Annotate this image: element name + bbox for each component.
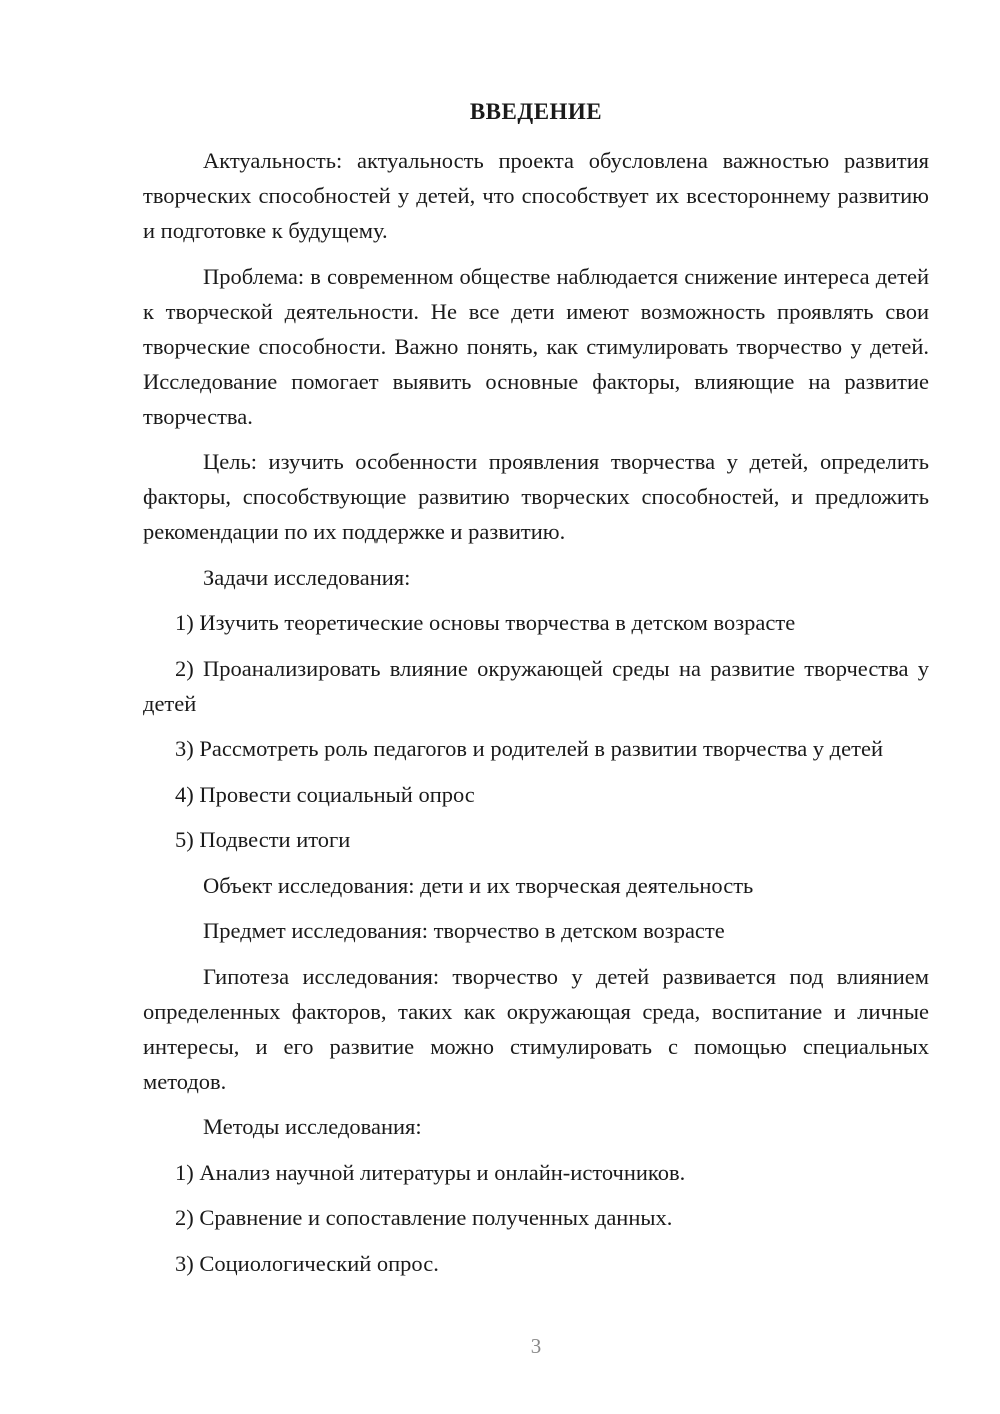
subject-paragraph: Предмет исследования: творчество в детском возрасте [203,918,725,943]
method-item: 2) Сравнение и сопоставление полученных данных. [175,1205,673,1230]
methods-heading: Методы исследования: [203,1114,422,1139]
problem-paragraph: Проблема: в современном обществе наблюдается снижение интереса детей к творческой деятельности. Не все дети имеют возможность проявлять свои творческие способности. Важно понять, как стимулировать творчество у детей. Исследование помогает выявить основные факторы, влияющие на развитие творчества. [143,263,929,429]
task-item: 4) Провести социальный опрос [175,781,475,807]
task-item: 3) Рассмотреть роль педагогов и родителей в развитии творчества у детей [175,736,883,761]
tasks-heading: Задачи исследования: [203,564,411,590]
goal-paragraph: Цель: изучить особенности проявления творчества у детей, определить факторы, способствующие развитию творческих способностей, и предложить рекомендации по их поддержке и развитию. [143,449,929,544]
document-body [143,143,929,1291]
page-number: 3 [530,1334,542,1358]
task-item: 1) Изучить теоретические основы творчества в детском возрасте [175,610,796,635]
method-item: 3) Социологический опрос. [175,1250,439,1276]
hypothesis-paragraph: Гипотеза исследования: творчество у детей развивается под влиянием определенных факторов, таких как окружающая среда, воспитание и личные интересы, и его развитие можно стимулировать с помощью специальных методов. [143,963,929,1094]
relevance-paragraph: Актуальность: актуальность проекта обусловлена важностью развития творческих способностей у детей, что способствует их всестороннему развитию и подготовке к будущему. [143,148,929,243]
object-paragraph: Объект исследования: дети и их творческая деятельность [203,872,754,898]
document-page [143,0,929,1414]
method-item: 1) Анализ научной литературы и онлайн-источников. [175,1159,686,1185]
page-title: ВВЕДЕНИЕ [469,99,603,124]
task-item: 2) Проанализировать влияние окружающей среды на развитие творчества у детей [143,655,929,716]
task-item: 5) Подвести итоги [175,827,351,852]
